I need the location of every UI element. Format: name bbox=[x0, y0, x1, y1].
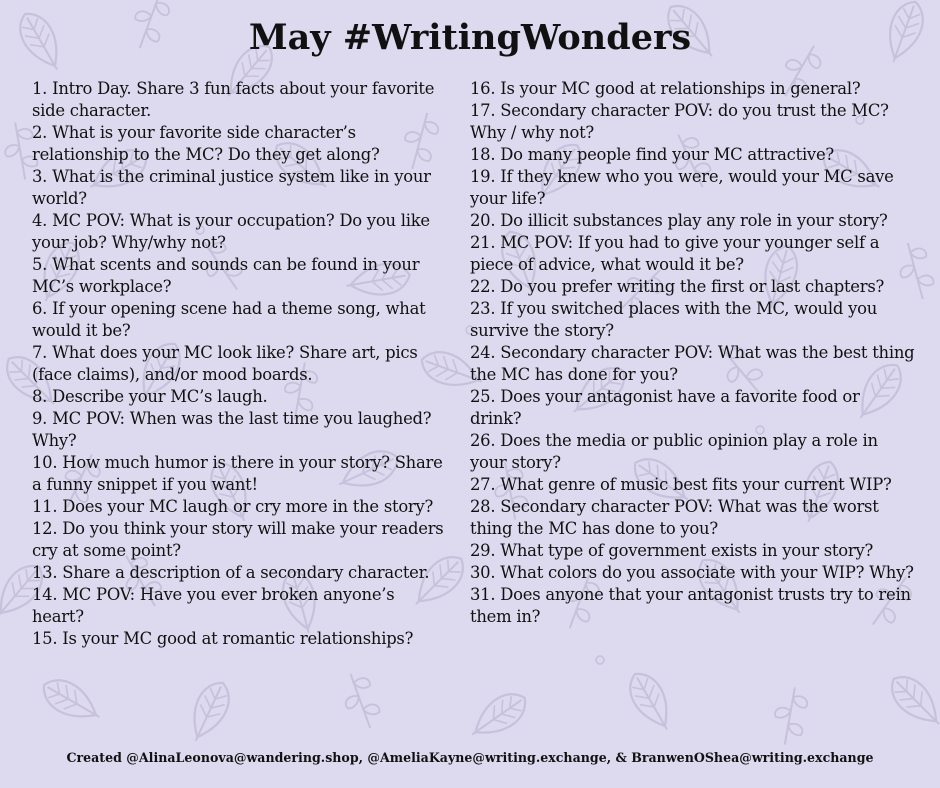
prompt-item: 29. What type of government exists in your story? bbox=[470, 541, 873, 560]
prompt-item: 22. Do you prefer writing the first or last chapters? bbox=[470, 277, 885, 296]
prompt-item: 17. Secondary character POV: do you trust the MC? Why / why not? bbox=[470, 101, 889, 142]
prompt-item: 20. Do illicit substances play any role in your story? bbox=[470, 211, 888, 230]
prompt-item: 15. Is your MC good at romantic relationships? bbox=[32, 629, 414, 648]
prompt-item: 18. Do many people find your MC attractive? bbox=[470, 145, 834, 164]
prompt-item: 3. What is the criminal justice system like in your world? bbox=[32, 167, 431, 208]
prompt-item: 8. Describe your MC’s laugh. bbox=[32, 387, 268, 406]
prompt-item: 21. MC POV: If you had to give your younger self a piece of advice, what would it be? bbox=[470, 233, 880, 274]
prompt-item: 19. If they knew who you were, would your MC save your life? bbox=[470, 167, 894, 208]
prompt-item: 10. How much humor is there in your story? Share a funny snippet if you want! bbox=[32, 453, 443, 494]
prompt-item: 30. What colors do you associate with your WIP? Why? bbox=[470, 563, 914, 582]
prompt-item: 28. Secondary character POV: What was the worst thing the MC has done to you? bbox=[470, 497, 879, 538]
prompt-item: 2. What is your favorite side character’s relationship to the MC? Do they get along? bbox=[32, 123, 380, 164]
prompt-item: 6. If your opening scene had a theme song, what would it be? bbox=[32, 299, 426, 340]
prompt-item: 13. Share a description of a secondary character. bbox=[32, 563, 430, 582]
prompt-item: 24. Secondary character POV: What was the best thing the MC has done for you? bbox=[470, 343, 915, 384]
prompt-item: 16. Is your MC good at relationships in general? bbox=[470, 79, 861, 98]
credits-footer: Created @AlinaLeonova@wandering.shop, @AmeliaKayne@writing.exchange, & BranwenOShea@writing.exchange bbox=[66, 750, 874, 765]
prompt-item: 26. Does the media or public opinion play a role in your story? bbox=[470, 431, 878, 472]
prompt-item: 27. What genre of music best fits your current WIP? bbox=[470, 475, 892, 494]
prompt-list-right bbox=[470, 78, 915, 628]
prompt-item: 5. What scents and sounds can be found in your MC’s workplace? bbox=[32, 255, 420, 296]
prompt-item: 11. Does your MC laugh or cry more in the story? bbox=[32, 497, 434, 516]
page-title: May #WritingWonders bbox=[248, 17, 692, 58]
prompt-item: 31. Does anyone that your antagonist trusts try to rein them in? bbox=[470, 585, 911, 626]
prompt-item: 7. What does your MC look like? Share art, pics (face claims), and/or mood boards. bbox=[32, 343, 418, 384]
prompt-item: 4. MC POV: What is your occupation? Do you like your job? Why/why not? bbox=[32, 211, 430, 252]
prompt-list-left bbox=[32, 78, 447, 650]
prompt-item: 14. MC POV: Have you ever broken anyone’s heart? bbox=[32, 585, 395, 626]
prompt-item: 25. Does your antagonist have a favorite food or drink? bbox=[470, 387, 860, 428]
prompt-item: 23. If you switched places with the MC, would you survive the story? bbox=[470, 299, 878, 340]
prompt-item: 12. Do you think your story will make your readers cry at some point? bbox=[32, 519, 444, 560]
prompt-item: 1. Intro Day. Share 3 fun facts about your favorite side character. bbox=[32, 79, 435, 120]
prompt-item: 9. MC POV: When was the last time you laughed? Why? bbox=[32, 409, 432, 450]
